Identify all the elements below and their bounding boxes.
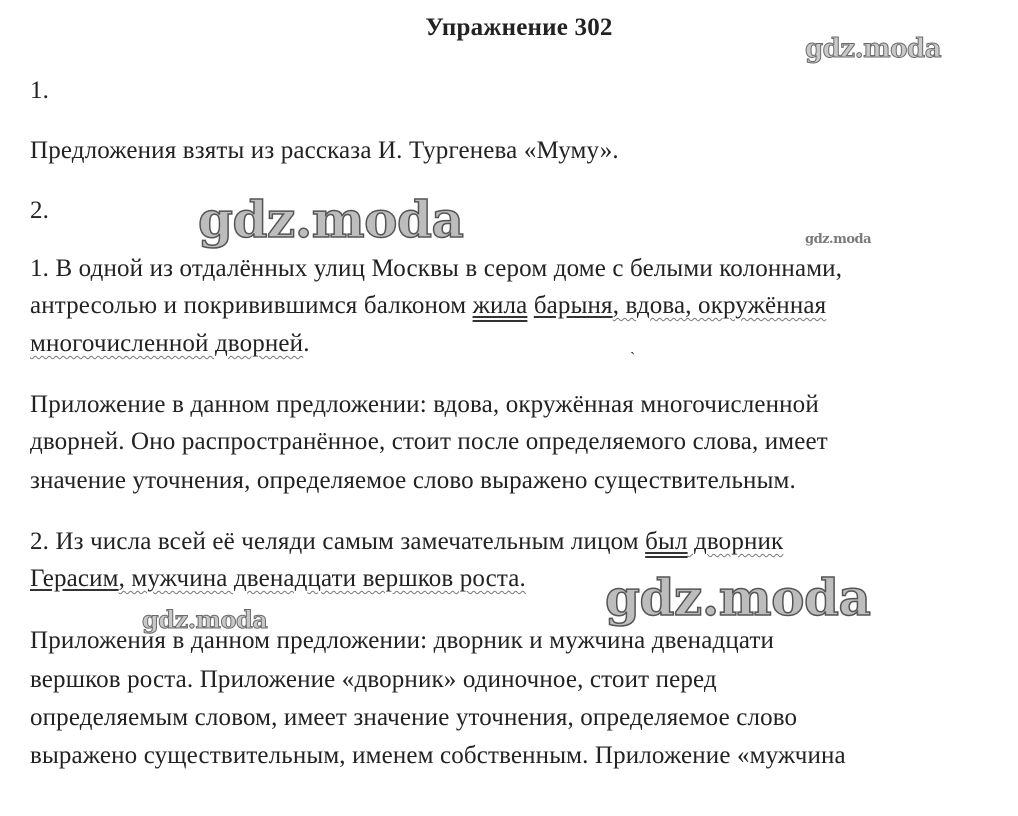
section-2-number: 2.	[30, 197, 50, 224]
subject-barynya: барыня	[533, 292, 613, 319]
appositive-vdova: , вдова, окружённая	[612, 292, 827, 319]
sentence-1-line-1: 1. В одной из отдалённых улиц Москвы в сером доме с белыми колоннами,	[30, 255, 843, 282]
watermark-small-right: gdz.moda	[805, 232, 872, 247]
watermark-mid-left: gdz.moda	[142, 605, 268, 634]
watermark-top-right: gdz.moda	[805, 34, 942, 64]
sentence-2-line-1	[30, 528, 783, 556]
explanation-2-line-3: определяемым словом, имеет значение уточнения, определяемое слово	[30, 704, 798, 731]
stray-mark: `	[630, 350, 636, 367]
subject-gerasim: Герасим	[30, 565, 119, 592]
explanation-1-line-1: Приложение в данном предложении: вдова, окружённая многочисленной	[30, 391, 819, 418]
explanation-2-line-4: выражено существительным, именем собственным. Приложение «мужчина	[30, 742, 846, 769]
explanation-2-line-2: вершков роста. Приложение «дворник» одиночное, стоит перед	[30, 666, 717, 693]
appositive-dvornik: дворник	[687, 528, 784, 555]
predicate-byl: был	[645, 528, 688, 555]
sentence-2-line-1-start: 2. Из числа всей её челяди самым замечательным лицом	[30, 528, 646, 555]
exercise-title: Упражнение 302	[425, 14, 613, 41]
explanation-1-line-2: дворней. Оно распространённое, стоит после определяемого слова, имеет	[30, 428, 828, 455]
watermark-big-right: gdz.moda	[605, 568, 871, 627]
sentence-2-line-2	[30, 565, 526, 593]
watermark-big-left: gdz.moda	[198, 190, 464, 249]
appositive-continuation: многочисленной дворней	[30, 330, 304, 357]
section-1-number: 1.	[30, 77, 50, 104]
sentence-1-line-2-start: антресолью и покривившимся балконом	[30, 292, 473, 319]
section-1-text: Предложения взяты из рассказа И. Тургенева «Муму».	[30, 137, 619, 164]
explanation-2-line-1: Приложения в данном предложении: дворник и мужчина двенадцати	[30, 627, 775, 654]
predicate-zhila: жила	[472, 292, 528, 319]
sentence-1-line-3	[30, 330, 310, 358]
sentence-1-period: .	[303, 330, 310, 357]
sentence-1-line-2	[30, 292, 826, 320]
explanation-1-line-3: значение уточнения, определяемое слово выражено существительным.	[30, 467, 796, 494]
appositive-muzhchina: , мужчина двенадцати вершков роста.	[118, 565, 526, 592]
